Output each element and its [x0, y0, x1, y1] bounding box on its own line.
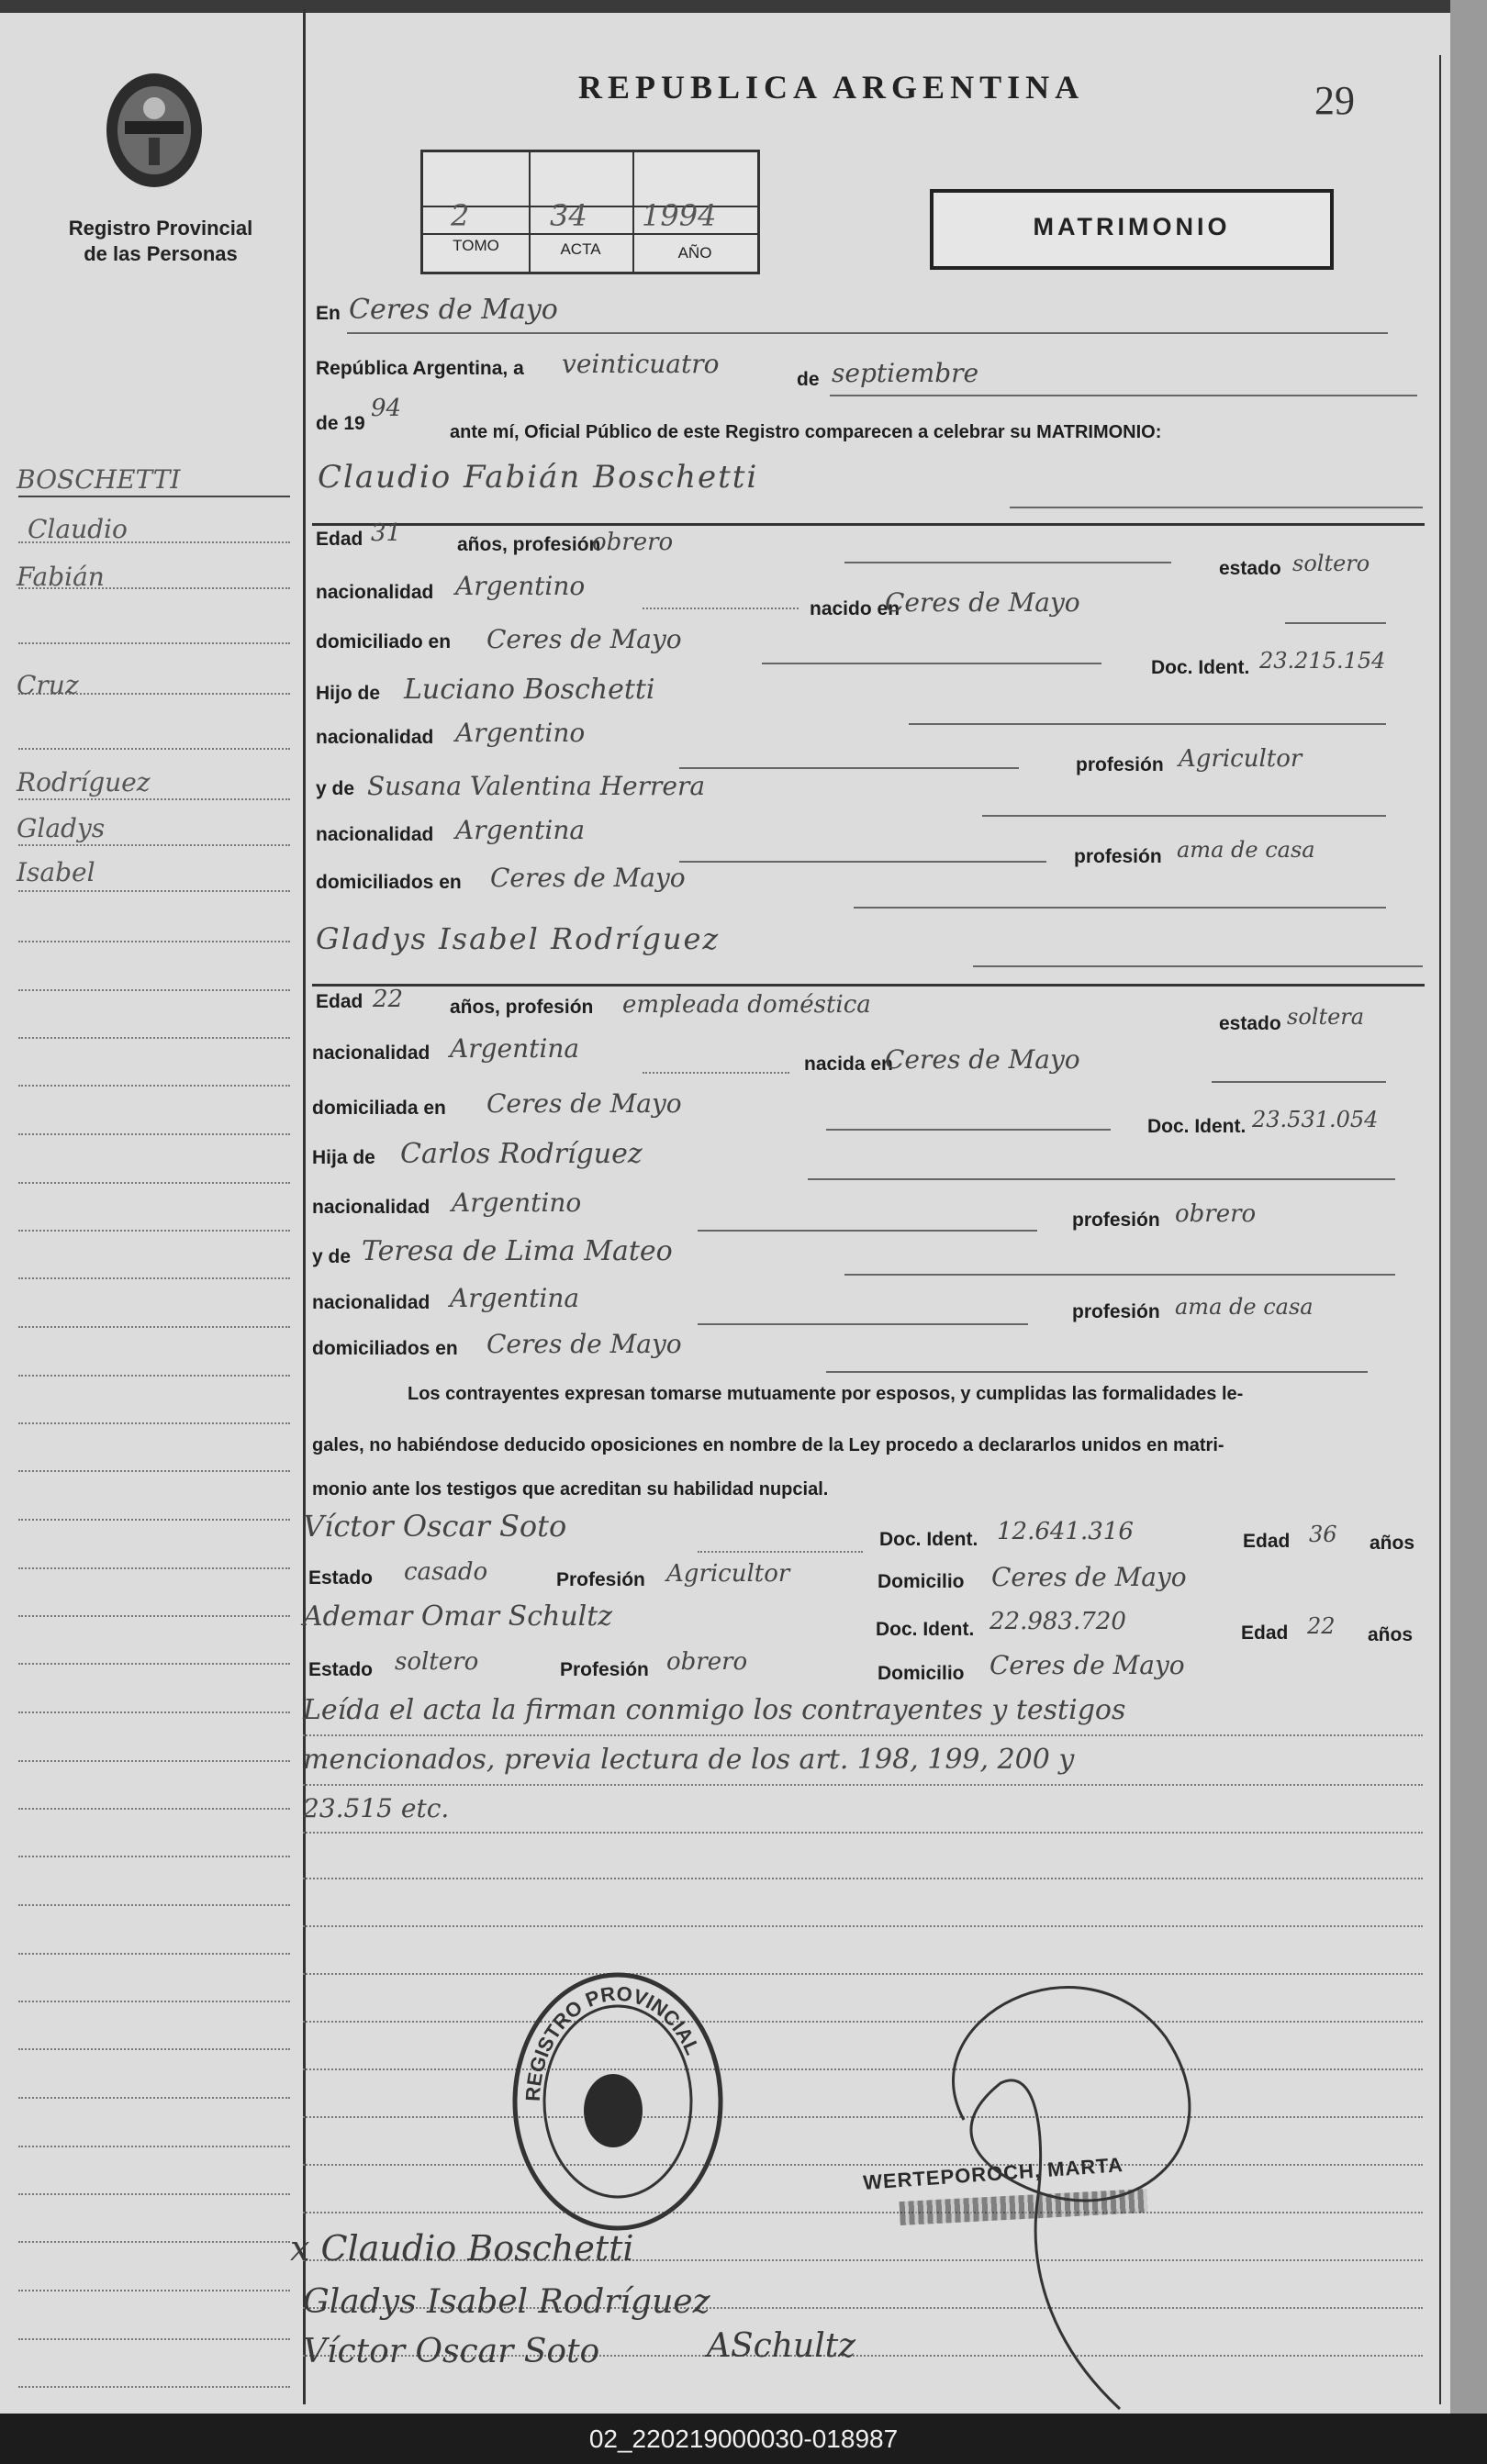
image-code: 02_220219000030-018987: [0, 2414, 1487, 2464]
sidebar-line: [18, 1615, 290, 1617]
bride-separator: [312, 984, 1425, 987]
top-border: [0, 0, 1487, 13]
witness2-doc: 22.983.720: [989, 1608, 1126, 1635]
sidebar-line: [18, 1375, 290, 1377]
bride-parents-domicile-label: domiciliados en: [312, 1338, 458, 1359]
bride-profession: empleada doméstica: [622, 991, 871, 1019]
notes-line-2: mencionados, previa lectura de los art. 198, 199, 200 y: [303, 1744, 1075, 1776]
sidebar-line: [18, 1663, 290, 1665]
groom-mother: Susana Valentina Herrera: [367, 771, 706, 801]
bride-domicile-line: [826, 1129, 1111, 1131]
month-line: [830, 395, 1417, 396]
witness1-name: Víctor Oscar Soto: [303, 1509, 567, 1544]
sidebar-line: [18, 1277, 290, 1279]
bride-father-line: [808, 1178, 1395, 1180]
sidebar-line: [18, 1519, 290, 1521]
sidebar-line: [18, 1037, 290, 1039]
sidebar-extra-3: Gladys: [17, 813, 106, 843]
sidebar-line: [18, 2290, 290, 2291]
tomo-value: 2: [451, 198, 470, 233]
witness2-name: Ademar Omar Schultz: [303, 1600, 613, 1633]
registry-name-line2: de las Personas: [84, 242, 238, 265]
notes-rule: [303, 1784, 1423, 1786]
official-stamp-icon: [503, 1964, 732, 2239]
bride-name-line: [973, 965, 1423, 967]
bride-nationality: Argentina: [450, 1033, 580, 1064]
witness2-profesion-label: Profesión: [560, 1659, 649, 1680]
groom-father-nat-line: [679, 767, 1019, 769]
witness1-name-line: [698, 1551, 863, 1553]
officer-stamp-name: WERTEPOROCH, MARTA: [862, 2153, 1124, 2194]
bride-parents-domicile-line: [826, 1371, 1368, 1373]
bride-domicile-label: domiciliada en: [312, 1098, 446, 1119]
witness2-doc-label: Doc. Ident.: [876, 1619, 975, 1640]
groom-parents-domicile-label: domiciliados en: [316, 872, 462, 893]
notes-line-3: 23.515 etc.: [303, 1793, 450, 1823]
sidebar-line: [18, 496, 290, 497]
witness1-profession: Agricultor: [666, 1560, 790, 1588]
registry-name-line1: Registro Provincial: [68, 217, 253, 240]
witness2-estado: soltero: [395, 1648, 479, 1676]
bride-mother-line: [844, 1274, 1395, 1276]
sidebar-line: [18, 1808, 290, 1810]
country-title: REPUBLICA ARGENTINA: [578, 69, 1085, 106]
bride-father-prof-label: profesión: [1072, 1210, 1160, 1231]
groom-mother-line: [982, 815, 1386, 817]
bride-profesion-label: años, profesión: [450, 997, 594, 1018]
bride-doc: 23.531.054: [1252, 1107, 1379, 1132]
groom-father-prof: Agricultor: [1179, 745, 1303, 773]
groom-yde-label: y de: [316, 778, 355, 799]
bride-father-prof: obrero: [1175, 1200, 1257, 1228]
sidebar-line: [18, 1085, 290, 1087]
month-value: septiembre: [832, 358, 979, 388]
sidebar-line: [18, 1133, 290, 1135]
witness1-profesion-label: Profesión: [556, 1569, 645, 1590]
groom-doc-label: Doc. Ident.: [1151, 657, 1250, 678]
groom-name-line: [1010, 507, 1423, 508]
sidebar-line: [18, 2241, 290, 2243]
bride-birthplace: Ceres de Mayo: [885, 1044, 1080, 1075]
sidebar-line: [18, 890, 290, 892]
acta-value: 34: [550, 198, 587, 233]
signature-bride: Gladys Isabel Rodríguez: [303, 2283, 710, 2321]
bride-estado-label: estado: [1219, 1013, 1281, 1034]
groom-mother-prof: ama de casa: [1177, 837, 1315, 863]
sidebar-line: [18, 1326, 290, 1328]
groom-father-prof-label: profesión: [1076, 754, 1164, 775]
year-prefix: de 19: [316, 413, 365, 434]
sidebar-line: [18, 748, 290, 750]
declaration-line-1: Los contrayentes expresan tomarse mutuamente por esposos, y cumplidas las formalidades le-: [408, 1384, 1244, 1404]
groom-mother-prof-label: profesión: [1074, 846, 1162, 867]
groom-domicile: Ceres de Mayo: [486, 624, 682, 654]
bride-mother-nat-line: [698, 1323, 1028, 1325]
sidebar-line: [18, 1953, 290, 1955]
en-label: En: [316, 303, 341, 324]
witness1-domicile: Ceres de Mayo: [991, 1562, 1187, 1592]
sidebar-line: [18, 2386, 290, 2388]
right-edge: [1450, 0, 1487, 2414]
bride-hija-label: Hija de: [312, 1147, 375, 1168]
bride-yde-label: y de: [312, 1246, 352, 1267]
groom-edad-label: Edad: [316, 529, 363, 550]
witness1-doc: 12.641.316: [997, 1518, 1134, 1545]
witness2-domicilio-label: Domicilio: [878, 1663, 965, 1684]
signature-groom: x Claudio Boschetti: [290, 2228, 634, 2269]
sidebar-line: [18, 1567, 290, 1569]
notes-rule: [303, 1734, 1423, 1736]
groom-birthplace-line: [1285, 622, 1386, 624]
bride-edad-label: Edad: [316, 991, 363, 1012]
groom-nationality-label: nacionalidad: [316, 582, 434, 603]
sidebar-line: [18, 2001, 290, 2002]
sidebar-line: [18, 2193, 290, 2195]
sidebar-line: [18, 941, 290, 942]
sidebar-line: [18, 2097, 290, 2099]
witness2-edad-label: Edad: [1241, 1622, 1289, 1644]
bride-mother-nat: Argentina: [450, 1283, 580, 1313]
groom-separator: [312, 523, 1425, 526]
sidebar-line: [18, 1904, 290, 1906]
sidebar-line: [18, 2048, 290, 2050]
bride-birthplace-line: [1212, 1081, 1386, 1083]
sidebar-line: [18, 1230, 290, 1232]
witness1-edad-label: Edad: [1243, 1531, 1291, 1552]
witness1-domicilio-label: Domicilio: [878, 1571, 965, 1592]
sidebar-line: [18, 798, 290, 800]
sidebar-line: [18, 844, 290, 846]
witness2-anos: años: [1368, 1624, 1414, 1645]
groom-nationality-line: [643, 608, 799, 609]
sidebar-line: [18, 1711, 290, 1713]
day-value: veinticuatro: [562, 349, 720, 379]
groom-doc: 23.215.154: [1259, 648, 1386, 674]
acta-label: ACTA: [560, 240, 601, 258]
provincial-seal-icon: [97, 64, 211, 193]
groom-domicile-line: [762, 663, 1101, 664]
declaration-line-3: monio ante los testigos que acreditan su habilidad nupcial.: [312, 1479, 829, 1500]
signature-witness-1: Víctor Oscar Soto: [303, 2333, 600, 2370]
act-type-box: [930, 189, 1334, 270]
bride-mother-prof: ama de casa: [1175, 1294, 1314, 1320]
notes-line-1: Leída el acta la firman conmigo los contrayentes y testigos: [303, 1694, 1126, 1726]
groom-father-nat-label: nacionalidad: [316, 727, 434, 748]
groom-name: Claudio Fabián Boschetti: [318, 459, 759, 496]
sidebar-line: [18, 1760, 290, 1762]
sidebar-line: [18, 1422, 290, 1424]
ano-label: AÑO: [677, 244, 712, 262]
bride-nacida-label: nacida en: [804, 1054, 893, 1075]
witness2-domicile: Ceres de Mayo: [989, 1650, 1185, 1680]
sidebar-line: [18, 642, 290, 644]
bride-nationality-line: [643, 1072, 789, 1074]
sidebar-extra-1: Cruz: [17, 670, 79, 700]
bride-father-nat: Argentino: [452, 1187, 582, 1218]
groom-domicile-label: domiciliado en: [316, 631, 452, 652]
intro-text: ante mí, Oficial Público de este Registro comparecen a celebrar su MATRIMONIO:: [450, 422, 1162, 442]
officer-signature-icon: [854, 1909, 1239, 2414]
groom-estado-label: estado: [1219, 558, 1281, 579]
signature-witness-2: ASchultz: [707, 2327, 856, 2365]
groom-father: Luciano Boschetti: [404, 674, 655, 706]
tomo-label: TOMO: [453, 237, 499, 254]
right-margin-rule: [1439, 55, 1441, 2404]
notes-rule: [303, 1878, 1423, 1879]
bride-doc-label: Doc. Ident.: [1147, 1116, 1247, 1137]
witness1-estado-label: Estado: [308, 1567, 374, 1589]
page-number: 29: [1314, 78, 1355, 123]
groom-mother-nat-line: [679, 861, 1046, 863]
bride-nationality-label: nacionalidad: [312, 1042, 430, 1064]
groom-mother-nat-label: nacionalidad: [316, 824, 434, 845]
witness1-age: 36: [1309, 1522, 1337, 1547]
witness2-estado-label: Estado: [308, 1659, 374, 1680]
notes-rule: [303, 1832, 1423, 1834]
sidebar-line: [18, 2338, 290, 2340]
stamp-text: REGISTRO PROVINCIAL: [520, 1981, 705, 2102]
year-value: 94: [371, 395, 402, 422]
republica-label: República Argentina, a: [316, 358, 524, 379]
groom-nacido-label: nacido en: [810, 598, 900, 619]
reference-bottom-rule: [423, 233, 757, 235]
sidebar-line: [18, 1470, 290, 1472]
groom-profession-line: [844, 562, 1171, 563]
left-column-rule: [303, 9, 306, 2404]
en-value: Ceres de Mayo: [349, 294, 558, 326]
sidebar-extra-4: Isabel: [17, 857, 95, 887]
groom-father-nat: Argentino: [455, 718, 586, 748]
witness1-estado: casado: [404, 1558, 488, 1586]
bride-father-nat-label: nacionalidad: [312, 1197, 430, 1218]
sidebar-line: [18, 2146, 290, 2147]
witness2-profession: obrero: [666, 1648, 748, 1676]
bride-age: 22: [373, 986, 404, 1013]
record-reference-box: [420, 150, 760, 274]
sidebar-surname: BOSCHETTI: [17, 464, 181, 495]
bride-father-nat-line: [698, 1230, 1037, 1232]
sidebar-name-1: Claudio: [28, 514, 128, 544]
bride-domicile: Ceres de Mayo: [486, 1088, 682, 1119]
bride-father: Carlos Rodríguez: [400, 1138, 643, 1170]
sidebar-line: [18, 1182, 290, 1184]
ano-value: 1994: [642, 198, 717, 233]
bride-mother-nat-label: nacionalidad: [312, 1292, 430, 1313]
groom-estado: soltero: [1292, 551, 1370, 576]
en-line: [347, 332, 1388, 334]
witness1-doc-label: Doc. Ident.: [879, 1529, 978, 1550]
groom-age: 31: [371, 519, 402, 547]
groom-father-line: [909, 723, 1386, 725]
bride-mother: Teresa de Lima Mateo: [362, 1235, 673, 1267]
bride-estado: soltera: [1287, 1004, 1365, 1030]
groom-birthplace: Ceres de Mayo: [885, 587, 1080, 618]
witness2-age: 22: [1307, 1613, 1336, 1639]
act-type-label: MATRIMONIO: [1033, 213, 1231, 240]
groom-profesion-label: años, profesión: [457, 534, 601, 555]
groom-parents-domicile-line: [854, 907, 1386, 909]
bride-mother-prof-label: profesión: [1072, 1301, 1160, 1322]
witness1-anos: años: [1370, 1533, 1415, 1554]
groom-parents-domicile: Ceres de Mayo: [490, 863, 686, 893]
sidebar-extra-2: Rodríguez: [17, 767, 151, 797]
bride-parents-domicile: Ceres de Mayo: [486, 1329, 682, 1359]
sidebar-line: [18, 989, 290, 991]
declaration-line-2: gales, no habiéndose deducido oposiciones en nombre de la Ley procedo a declararlos unidos en matri-: [312, 1435, 1224, 1455]
groom-hijo-label: Hijo de: [316, 683, 381, 704]
sidebar-name-2: Fabián: [17, 562, 105, 592]
de-label: de: [797, 369, 820, 390]
groom-profession: obrero: [592, 529, 674, 556]
groom-nationality: Argentino: [455, 571, 586, 601]
sidebar-line: [18, 1856, 290, 1857]
bride-name: Gladys Isabel Rodríguez: [316, 921, 721, 956]
groom-mother-nat: Argentina: [455, 815, 586, 845]
